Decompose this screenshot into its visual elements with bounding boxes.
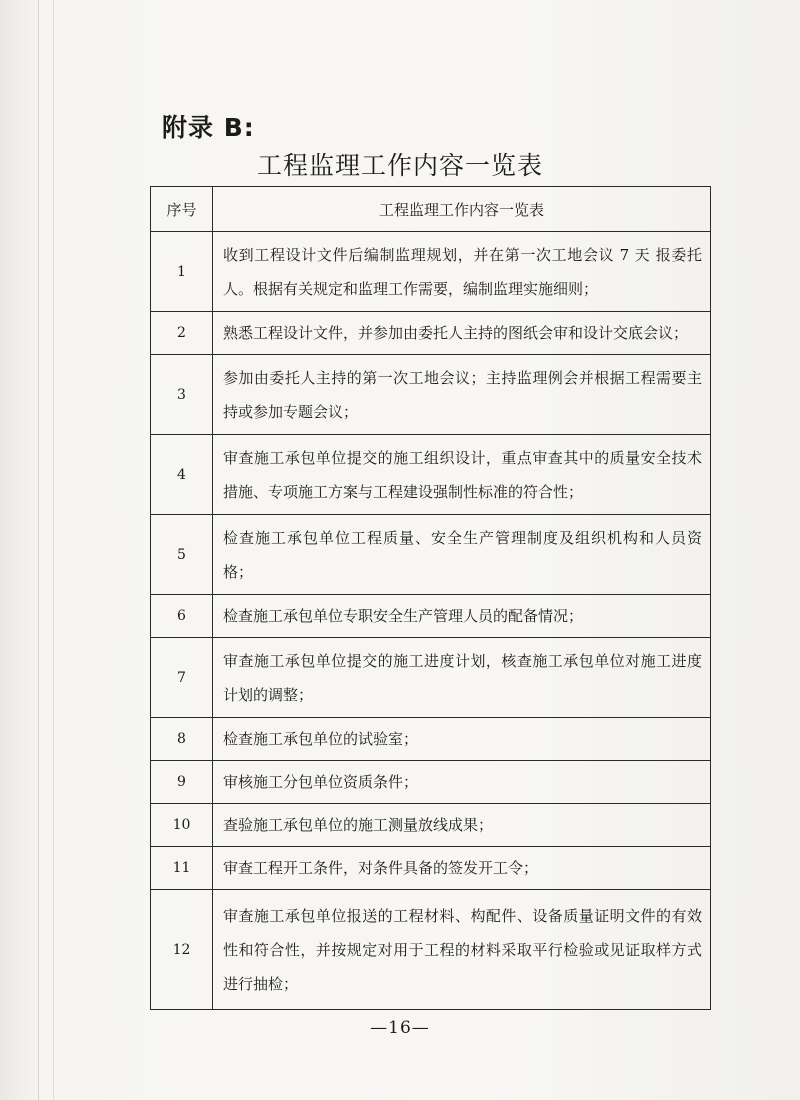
table-header-row [151,187,711,232]
table-row [151,435,711,515]
header-work-content: 工程监理工作内容一览表 [213,187,711,232]
row-content: 审查施工承包单位报送的工程材料、构配件、设备质量证明文件的有效性和符合性，并按规定对用于工程的材料采取平行检验或见证取样方式进行抽检； [213,890,711,1010]
row-number: 11 [151,847,213,890]
header-serial-number: 序号 [151,187,213,232]
row-number: 9 [151,761,213,804]
table-row [151,595,711,638]
appendix-label: 附录 B: [162,113,255,142]
work-content-table [150,186,711,1010]
row-number: 12 [151,890,213,1010]
row-content: 检查施工承包单位工程质量、安全生产管理制度及组织机构和人员资格； [213,515,711,595]
row-number: 10 [151,804,213,847]
table-row [151,312,711,355]
row-content: 检查施工承包单位专职安全生产管理人员的配备情况； [213,595,711,638]
row-content: 检查施工承包单位的试验室； [213,718,711,761]
row-content: 审查工程开工条件，对条件具备的签发开工令； [213,847,711,890]
table-row [151,232,711,312]
row-content: 审查施工承包单位提交的施工进度计划，核查施工承包单位对施工进度计划的调整； [213,638,711,718]
table-row [151,761,711,804]
row-content: 参加由委托人主持的第一次工地会议；主持监理例会并根据工程需要主持或参加专题会议； [213,355,711,435]
page-number: —16— [370,1018,430,1038]
row-number: 6 [151,595,213,638]
row-number: 3 [151,355,213,435]
row-number: 2 [151,312,213,355]
row-content: 审核施工分包单位资质条件； [213,761,711,804]
document-title: 工程监理工作内容一览表 [256,151,543,180]
row-number: 4 [151,435,213,515]
table-row [151,638,711,718]
table-row [151,355,711,435]
row-content: 审查施工承包单位提交的施工组织设计，重点审查其中的质量安全技术措施、专项施工方案与工程建设强制性标准的符合性； [213,435,711,515]
row-content: 查验施工承包单位的施工测量放线成果； [213,804,711,847]
row-content: 收到工程设计文件后编制监理规划，并在第一次工地会议 7 天 报委托人。根据有关规定和监理工作需要，编制监理实施细则； [213,232,711,312]
row-number: 8 [151,718,213,761]
table-row [151,890,711,1010]
row-number: 1 [151,232,213,312]
table-row [151,718,711,761]
table-row [151,804,711,847]
table-row [151,847,711,890]
table-row [151,515,711,595]
row-number: 7 [151,638,213,718]
row-content: 熟悉工程设计文件，并参加由委托人主持的图纸会审和设计交底会议； [213,312,711,355]
row-number: 5 [151,515,213,595]
